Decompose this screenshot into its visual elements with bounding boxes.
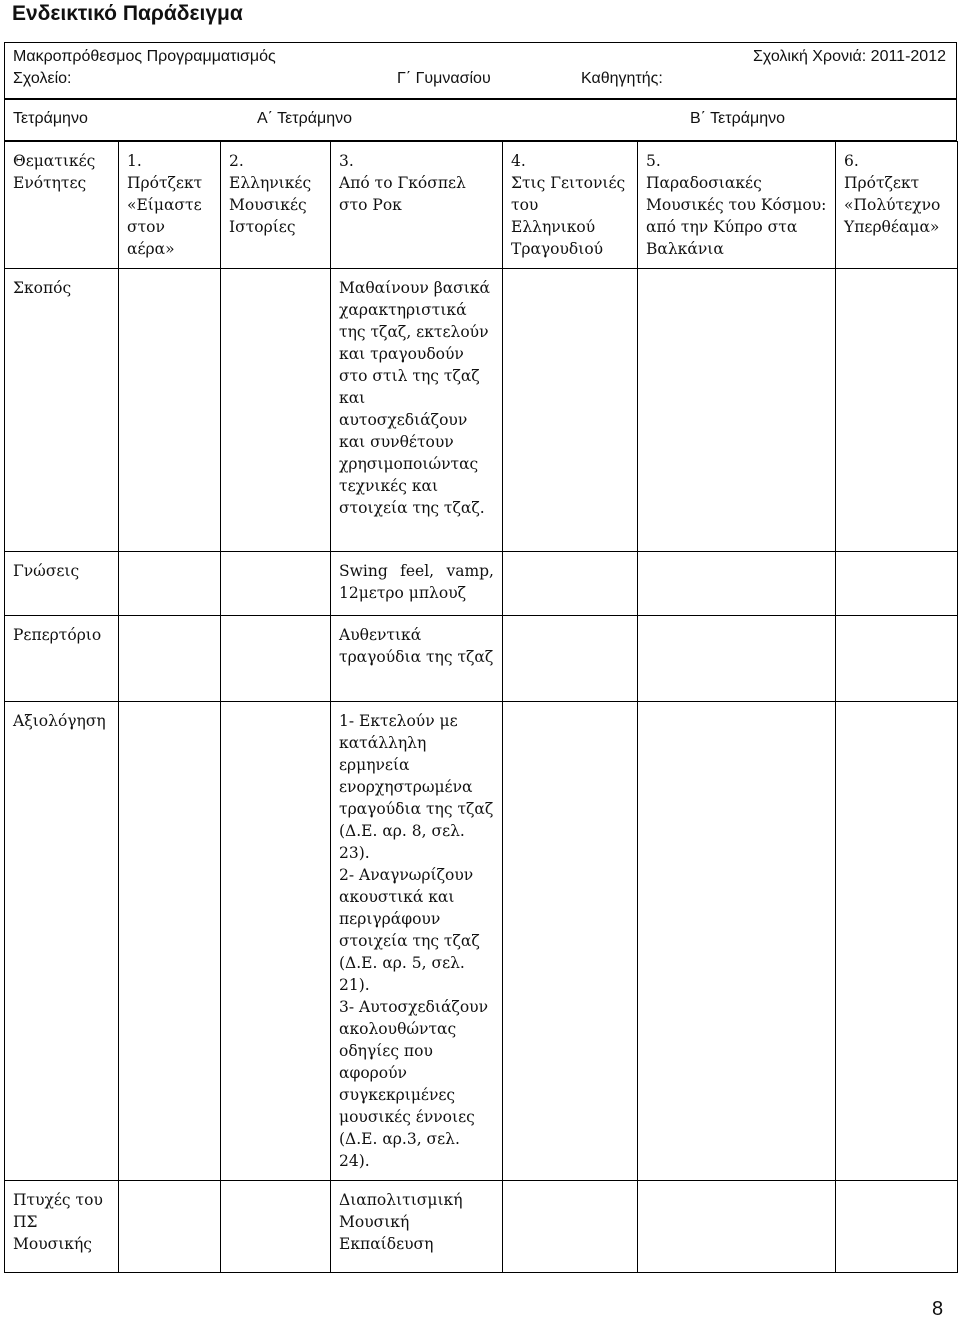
page-title: Ενδεικτικό Παράδειγμα [12, 2, 243, 25]
knowledge-cell: Swing feel, vamp, 12μετρο μπλουζ [331, 552, 503, 616]
semester-label: Τετράμηνο [13, 110, 88, 127]
unit-5: 5. Παραδοσιακές Μουσικές του Κόσμου: από την Κύπρο στα Βαλκάνια [638, 142, 836, 269]
table-row [5, 616, 958, 702]
row-label: Αξιολόγηση [5, 702, 119, 1181]
class-name: Γ΄ Γυμνασίου [397, 70, 491, 87]
table-row [5, 552, 958, 616]
second-semester: Β΄ Τετράμηνο [690, 110, 785, 127]
page-number: 8 [932, 1298, 944, 1320]
unit-3: 3. Από το Γκόσπελ στο Ροκ [331, 142, 503, 269]
unit-1: 1. Πρότζεκτ «Είμαστε στον αέρα» [119, 142, 221, 269]
repertoire-cell: Αυθεντικά τραγούδια της τζαζ [331, 616, 503, 702]
semester-row [4, 99, 957, 141]
row-label: Πτυχές του ΠΣ Μουσικής [5, 1181, 119, 1273]
planning-table [4, 141, 958, 1273]
units-row [5, 142, 958, 269]
unit-2: 2. Ελληνικές Μουσικές Ιστορίες [221, 142, 331, 269]
school-label: Σχολείο: [13, 70, 72, 87]
assessment-cell: 1- Εκτελούν με κατάλληλη ερμηνεία ενορχηστρωμένα τραγούδια της τζαζ (Δ.Ε. αρ. 8, σελ. 23). 2- Αναγνωρίζουν ακουστικά και περιγράφουν στοιχεία της τζαζ (Δ.Ε. αρ. 5, σελ. 21). 3- Αυτοσχεδιάζουν ακολουθώντας οδηγίες που αφορούν συγκεκριμένες μουσικές έννοιες (Δ.Ε. αρ.3, σελ. 24). [331, 702, 503, 1181]
teacher-label: Καθηγητής: [581, 70, 663, 87]
first-semester: Α΄ Τετράμηνο [257, 110, 352, 127]
table-row [5, 702, 958, 1181]
unit-4: 4. Στις Γειτονιές του Ελληνικού Τραγουδιού [503, 142, 638, 269]
row-label: Ρεπερτόριο [5, 616, 119, 702]
unit-6: 6. Πρότζεκτ «Πολύτεχνο Υπερθέαμα» [836, 142, 958, 269]
aim-cell: Μαθαίνουν βασικά χαρακτηριστικά της τζαζ, εκτελούν και τραγουδούν στο στιλ της τζαζ και αυτοσχεδιάζουν και συνθέτουν χρησιμοποιώντας τεχνικές και στοιχεία της τζαζ. [331, 269, 503, 552]
plan-header [4, 42, 957, 99]
planning-type: Μακροπρόθεσμος Προγραμματισμός [13, 48, 276, 65]
curriculum-aspects-cell: Διαπολιτισμική Μουσική Εκπαίδευση [331, 1181, 503, 1273]
school-year: Σχολική Χρονιά: 2011-2012 [752, 48, 946, 65]
table-row [5, 1181, 958, 1273]
row-label: Γνώσεις [5, 552, 119, 616]
table-row [5, 269, 958, 552]
row-label: Σκοπός [5, 269, 119, 552]
units-label: Θεματικές Ενότητες [5, 142, 119, 269]
